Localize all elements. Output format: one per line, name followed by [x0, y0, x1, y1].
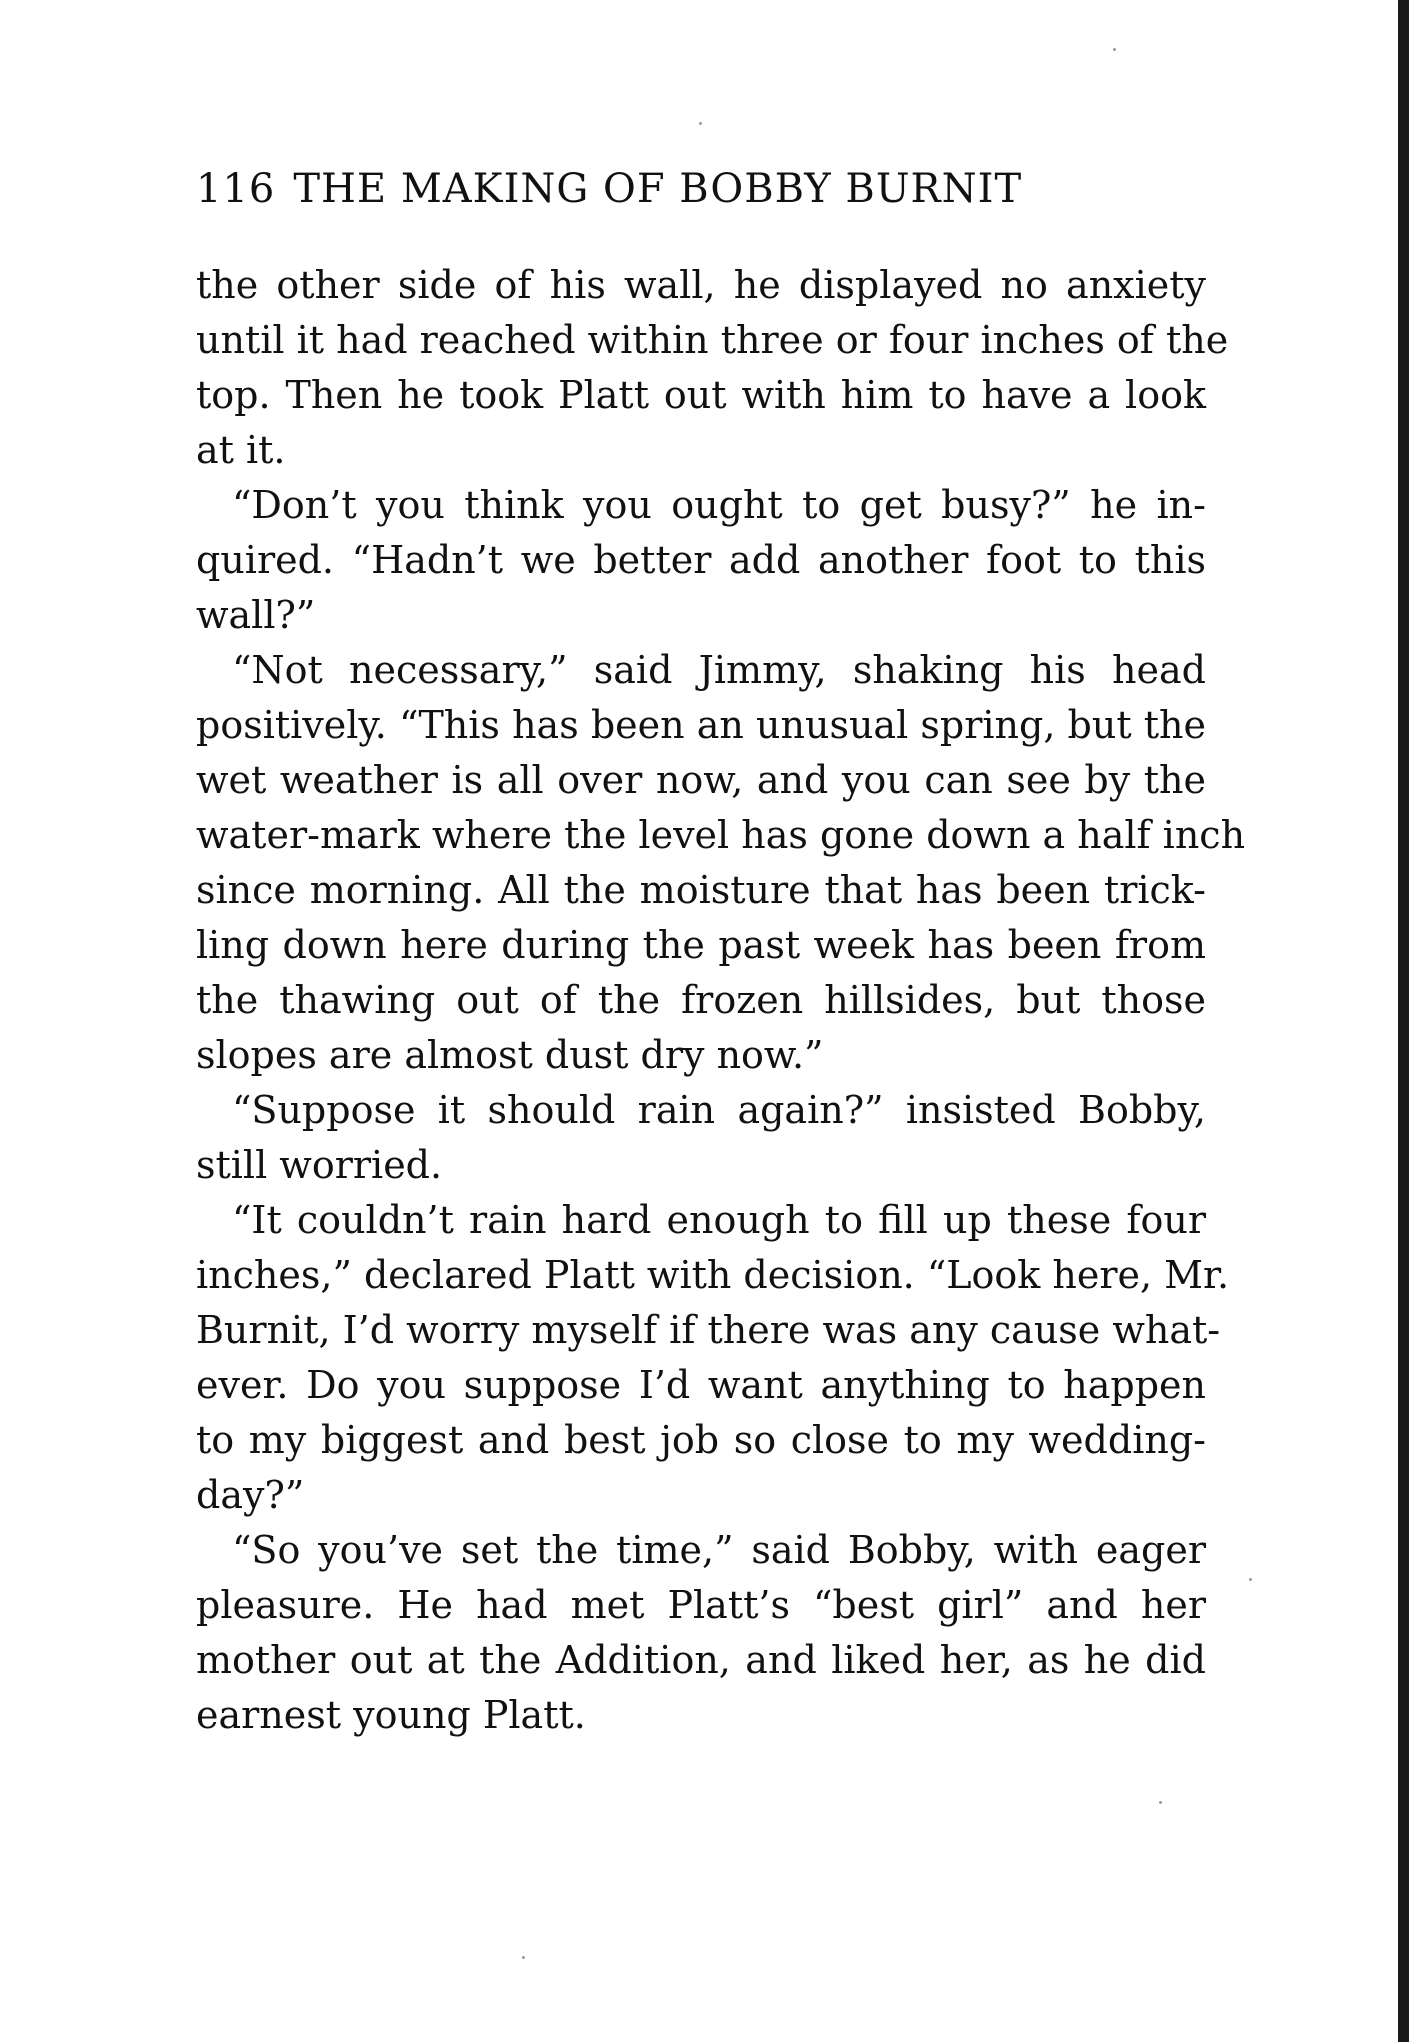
- page-binding-edge: [1398, 0, 1409, 2042]
- book-title: THE MAKING OF BOBBY BURNIT: [293, 166, 1023, 212]
- text-line: “Not necessary,” said Jimmy, shaking his head: [232, 648, 1206, 692]
- text-line: wall?”: [196, 593, 316, 637]
- text-line: since morning. All the moisture that has been trick-: [196, 868, 1206, 912]
- text-line: top. Then he took Platt out with him to have a look: [196, 373, 1206, 417]
- text-line: quired. “Hadn’t we better add another foot to this: [196, 538, 1206, 582]
- paper-speck: [1113, 48, 1116, 51]
- text-line: “Suppose it should rain again?” insisted Bobby,: [232, 1088, 1206, 1132]
- text-line: ling down here during the past week has been from: [196, 923, 1206, 967]
- text-line: slopes are almost dust dry now.”: [196, 1033, 824, 1077]
- text-line: to my biggest and best job so close to my wedding-: [196, 1418, 1206, 1462]
- text-line: earnest young Platt.: [196, 1693, 586, 1737]
- text-line: ever. Do you suppose I’d want anything to happen: [196, 1363, 1206, 1407]
- text-line: the thawing out of the frozen hillsides, but those: [196, 978, 1206, 1022]
- text-line: positively. “This has been an unusual spring, but the: [196, 703, 1206, 747]
- text-line: mother out at the Addition, and liked her, as he did: [196, 1638, 1206, 1682]
- text-line: inches,” declared Platt with decision. “Look here, Mr.: [196, 1253, 1230, 1297]
- paper-speck: [1159, 1801, 1162, 1804]
- text-line: wet weather is all over now, and you can see by the: [196, 758, 1206, 802]
- text-line: the other side of his wall, he displayed no anxiety: [196, 263, 1206, 307]
- text-line: water-mark where the level has gone down a half inch: [196, 813, 1246, 857]
- text-line: at it.: [196, 428, 286, 472]
- paper-speck: [699, 122, 702, 125]
- page-number: 116: [196, 166, 276, 212]
- body-text: [196, 258, 1246, 1743]
- text-line: “So you’ve set the time,” said Bobby, with eager: [232, 1528, 1206, 1572]
- paper-speck: [522, 1956, 525, 1959]
- text-line: “Don’t you think you ought to get busy?” he in-: [232, 483, 1206, 527]
- paper-speck: [1249, 1578, 1252, 1581]
- text-line: pleasure. He had met Platt’s “best girl” and her: [196, 1583, 1206, 1627]
- text-line: Burnit, I’d worry myself if there was any cause what-: [196, 1308, 1221, 1352]
- text-line: “It couldn’t rain hard enough to fill up these four: [232, 1198, 1206, 1242]
- text-line: until it had reached within three or four inches of the: [196, 318, 1229, 362]
- text-line: still worried.: [196, 1143, 443, 1187]
- text-line: day?”: [196, 1473, 305, 1517]
- running-head: [196, 166, 1022, 212]
